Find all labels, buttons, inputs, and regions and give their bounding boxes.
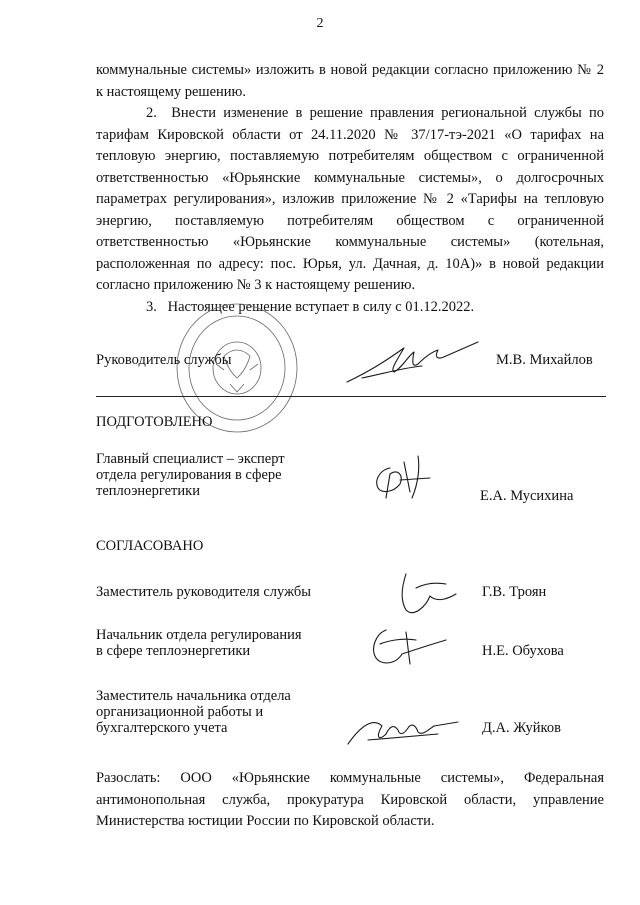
- agreed-signature-3-image: [338, 704, 468, 756]
- agreed-signature-1-image: [386, 566, 476, 622]
- prepared-name: Е.А. Мусихина: [480, 488, 574, 504]
- page-number: 2: [316, 16, 324, 31]
- agreed-role-line: Заместитель руководителя службы: [96, 584, 312, 600]
- agreed-signature-2-image: [356, 620, 466, 674]
- agreed-name-2: Н.Е. Обухова: [482, 643, 564, 659]
- prepared-heading: ПОДГОТОВЛЕНО: [96, 414, 213, 430]
- agreed-role-line: Начальник отдела регулирования: [96, 627, 302, 643]
- agreed-name-3: Д.А. Жуйков: [482, 720, 561, 736]
- agreed-role-line: Заместитель начальника отдела: [96, 688, 291, 704]
- head-name: М.В. Михайлов: [496, 352, 593, 368]
- head-role: Руководитель службы: [96, 352, 232, 368]
- agreed-role-2: [96, 627, 302, 659]
- agreed-role-1: [96, 584, 311, 600]
- item-2-text: Внести изменение в решение правления региональной службы по тарифам Кировской области от 24.11.2020 № 37/17-тэ-2021 «О тарифах на тепловую энергию, поставляемую потребителям обществом с ограниченной ответственностью «Юрьянские коммунальные системы», о долгосрочных параметрах регулирования», изложив приложение № 2 «Тарифы на тепловую энергию, поставляемую потребителям обществом с ограниченной ответственностью «Юрьянские коммунальные системы» (котельная, расположенная по адресу: пос. Юрья, ул. Дачная, д. 10А)» в новой редакции согласно приложению № 3 к настоящему решению.: [96, 105, 604, 293]
- prepared-role: [96, 451, 285, 499]
- agreed-name-1: Г.В. Троян: [482, 584, 547, 600]
- separator-line: [96, 396, 606, 397]
- item-3-text: Настоящее решение вступает в силу с 01.12.2022.: [167, 299, 475, 315]
- agreed-role-line: в сфере теплоэнергетики: [96, 643, 251, 659]
- distribution-list: Разослать: ООО «Юрьянские коммунальные системы», Федеральная антимонопольная служба, прокуратура Кировской области, управление Министерства юстиции России по Кировской области.: [96, 770, 604, 829]
- prepared-role-line: отдела регулирования в сфере: [96, 467, 282, 483]
- item-3-number: 3.: [146, 299, 157, 315]
- prepared-role-line: теплоэнергетики: [96, 483, 200, 499]
- head-signature-image: [342, 330, 482, 390]
- paragraph-intro: коммунальные системы» изложить в новой редакции согласно приложению № 2 к настоящему решению.: [96, 62, 604, 100]
- agreed-heading: СОГЛАСОВАНО: [96, 538, 204, 554]
- agreed-role-3: [96, 688, 291, 736]
- agreed-role-line: организационной работы и: [96, 704, 264, 720]
- item-2-number: 2.: [146, 105, 157, 121]
- agreed-role-line: бухгалтерского учета: [96, 720, 228, 736]
- prepared-role-line: Главный специалист – эксперт: [96, 451, 285, 467]
- paragraph-item-2: [96, 103, 604, 297]
- prepared-signature-image: [360, 448, 470, 508]
